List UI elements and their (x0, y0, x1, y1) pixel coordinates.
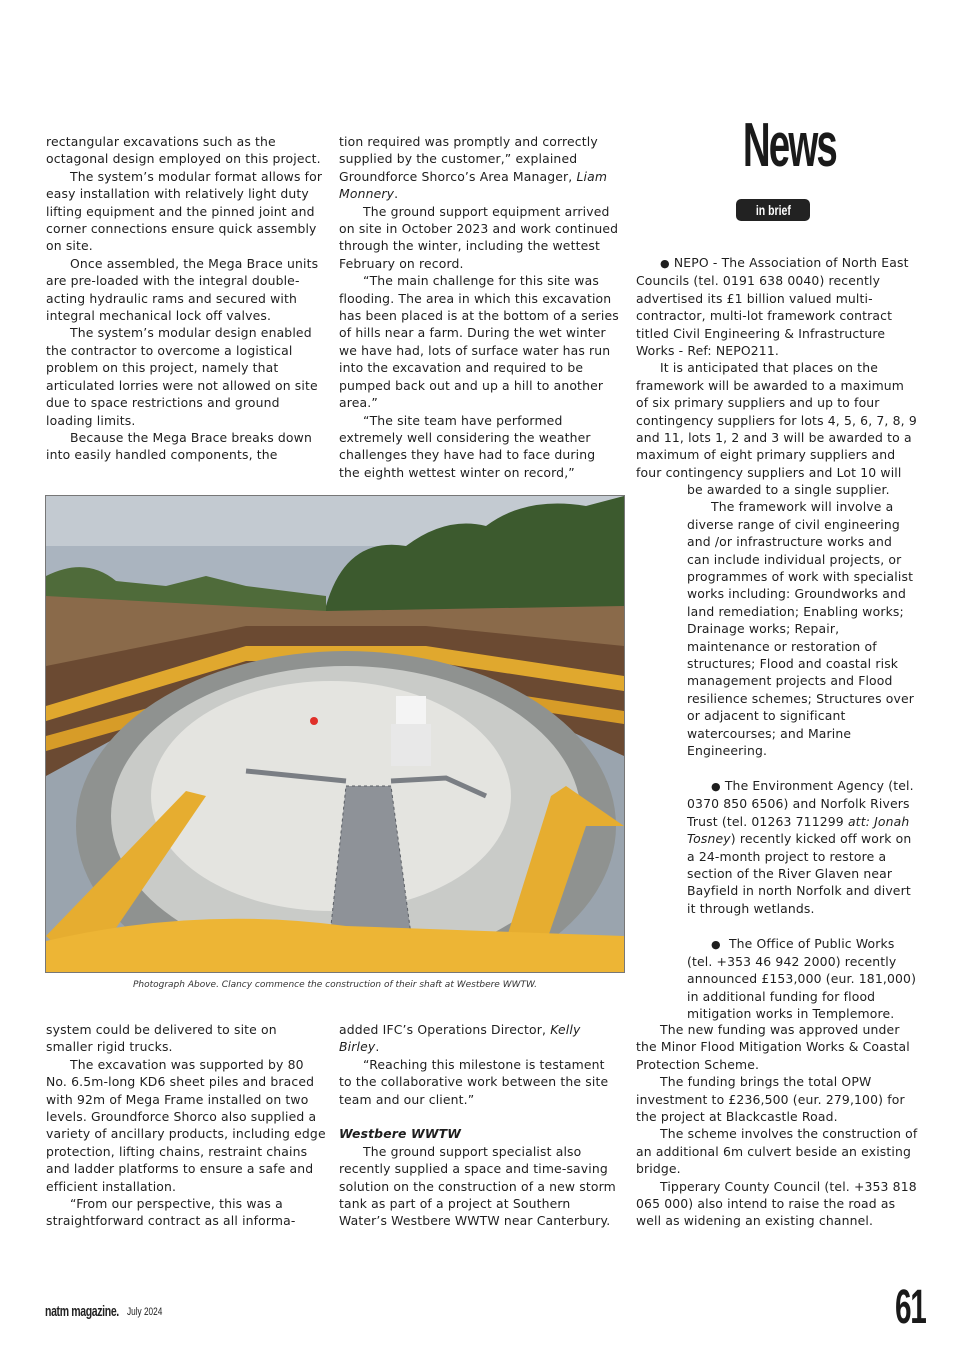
article-column-1-bottom (46, 1021, 326, 1230)
news-text: The Environment Agency (tel. 0370 850 6506) and Norfolk Rivers Trust (tel. 01263 711299 (687, 777, 914, 829)
person-name: Liam Monnery (339, 168, 608, 202)
news-column-bottom (636, 1021, 918, 1230)
quote-attribution: tion required was promptly and correctly supplied by the customer,” explained Groundforce Shorco’s Area Manager, (339, 134, 598, 184)
contact-name: att: Jonah Tosney (687, 813, 910, 847)
news-item-nepo (636, 254, 918, 359)
person-name: Kelly Birley (339, 1022, 581, 1055)
news-paragraph: The funding brings the total OPW investment to £236,500 (eur. 279,100) for the project at Blackcastle Road. (636, 1074, 905, 1125)
quote-attribution: added IFC’s Operations Director, (339, 1022, 551, 1037)
news-text: ) recently kicked off work on a 24-month project to restore a section of the River Glaven near Bayfield in north Norfolk and divert it through wetlands. (687, 831, 912, 916)
news-paragraph: The framework will involve a diverse range of civil engineering and /or infrastructure works and can include individual projects, or programmes of work with specialist works including: Groundworks and land remediation; Enabling works; Drainage works; Repair, maintenance or restoration of structures; Flood and coastal risk management projects and Flood resilience schemes; Structures over or adjacent to significant watercourses; and Marine Engineering. (687, 499, 914, 759)
article-paragraph: The ground support specialist also recently supplied a space and time-saving solution on the construction of a new storm tank as part of a project at Southern Water’s Westbere WWTW near Canterbury. (339, 1143, 616, 1229)
page-number: 61 (895, 1281, 926, 1334)
paragraph-gap (687, 917, 918, 934)
excavation-shaft-photo (46, 496, 624, 972)
bullet-icon: ● (660, 257, 670, 270)
article-paragraph: rectangular excavations such as the octagonal design employed on this project. (46, 134, 321, 167)
section-badge (736, 199, 810, 221)
punctuation: . (394, 186, 399, 202)
news-column-middle (687, 481, 918, 1023)
article-paragraph: “The main challenge for this site was flooding. The area in which this excavation has been placed is at the bottom of a series of hills near a farm. During the wet winter we have had, lots of surface water has run into the excavation and required to be pumped back out and up a hill to another area.” (339, 273, 619, 411)
news-paragraph: It is anticipated that places on the framework will be awarded to a maximum of six primary suppliers and up to four contingency suppliers for lots 4, 5, 6, 7, 8, 9 and 11, lots 1, 2 and 3 will be awarded to a maximum of eight primary suppliers and four contingency suppliers and Lot 10 will (636, 360, 917, 480)
article-paragraph (339, 1021, 619, 1056)
news-text: The Office of Public Works (tel. +353 46 942 2000) recently announced £153,000 (eur. 181,000) in additional funding for flood mitigation works in Templemore. (687, 935, 917, 1022)
issue-date: July 2024 (127, 1306, 163, 1318)
article-paragraph: system could be delivered to site on smaller rigid trucks. (46, 1022, 277, 1055)
article-paragraph (339, 133, 619, 203)
news-paragraph: The scheme involves the construction of an additional 6m culvert beside an existing bridge. (636, 1126, 918, 1177)
article-paragraph: Once assembled, the Mega Brace units are pre-loaded with the integral double-acting hydraulic rams and secured with integral mechanical lock off valves. (46, 255, 319, 324)
news-item-opw (687, 935, 918, 1023)
article-paragraph: “From our perspective, this was a straightforward contract as all informa- (46, 1196, 296, 1229)
news-paragraph: The new funding was approved under the Minor Flood Mitigation Works & Coastal Protection Scheme. (636, 1022, 910, 1072)
punctuation: . (375, 1039, 380, 1055)
magazine-name: natm magazine. (45, 1303, 119, 1320)
article-paragraph: The ground support equipment arrived on site in October 2023 and work continued through the winter, including the wettest February on record. (339, 203, 619, 271)
paragraph-gap (687, 760, 918, 777)
photo-bulk-bag (391, 724, 431, 766)
news-paragraph: be awarded to a single supplier. (687, 482, 890, 497)
article-paragraph: “Reaching this milestone is testament to the collaborative work between the site team and our client.” (339, 1056, 609, 1107)
section-title: News (742, 111, 836, 180)
news-text: NEPO - The Association of North East Councils (tel. 0191 638 0040) recently advertised its £1 billion valued multi-contractor, multi-lot framework contract titled Civil Engineering & Infrastructure Works - Ref: NEPO211. (636, 255, 909, 359)
article-column-1-top (46, 133, 326, 464)
bullet-icon: ● (711, 937, 721, 951)
section-badge-label: in brief (755, 202, 791, 218)
article-subheading: Westbere WWTW (339, 1126, 462, 1142)
photo-marker (310, 717, 318, 725)
article-paragraph: “The site team have performed extremely well considering the weather challenges they have had to face during the eighth wettest winter on record,” (339, 412, 596, 480)
article-column-2-top (339, 133, 619, 481)
news-item-environment-agency (687, 777, 918, 917)
news-paragraph: Tipperary County Council (tel. +353 818 065 000) also intend to raise the road as well as widening an existing channel. (636, 1178, 917, 1229)
article-paragraph: The excavation was supported by 80 No. 6.5m-long KD6 sheet piles and braced with 92m of Mega Frame installed on two levels. Groundforce Shorco also supplied a variety of ancillary products, including edge protection, lifting chains, restraint chains and ladder platforms to ensure a safe and efficient installation. (46, 1056, 326, 1194)
article-paragraph: Because the Mega Brace breaks down into easily handled components, the (46, 429, 312, 463)
bullet-icon: ● (711, 779, 721, 793)
paragraph-gap (339, 1108, 619, 1125)
article-column-2-bottom (339, 1021, 619, 1230)
article-photo (45, 495, 625, 973)
article-paragraph: The system’s modular format allows for easy installation with relatively light duty lifting equipment and the pinned joint and corner connections ensure quick assembly on site. (46, 168, 323, 254)
news-column-top (636, 254, 918, 481)
photo-caption: Photograph Above. Clancy commence the construction of their shaft at Westbere WWTW. (132, 980, 538, 990)
photo-bag (396, 696, 426, 726)
article-paragraph: The system’s modular design enabled the contractor to overcome a logistical problem on this project, namely that articulated lorries were not allowed on site due to space restrictions and ground loading limits. (46, 325, 318, 428)
